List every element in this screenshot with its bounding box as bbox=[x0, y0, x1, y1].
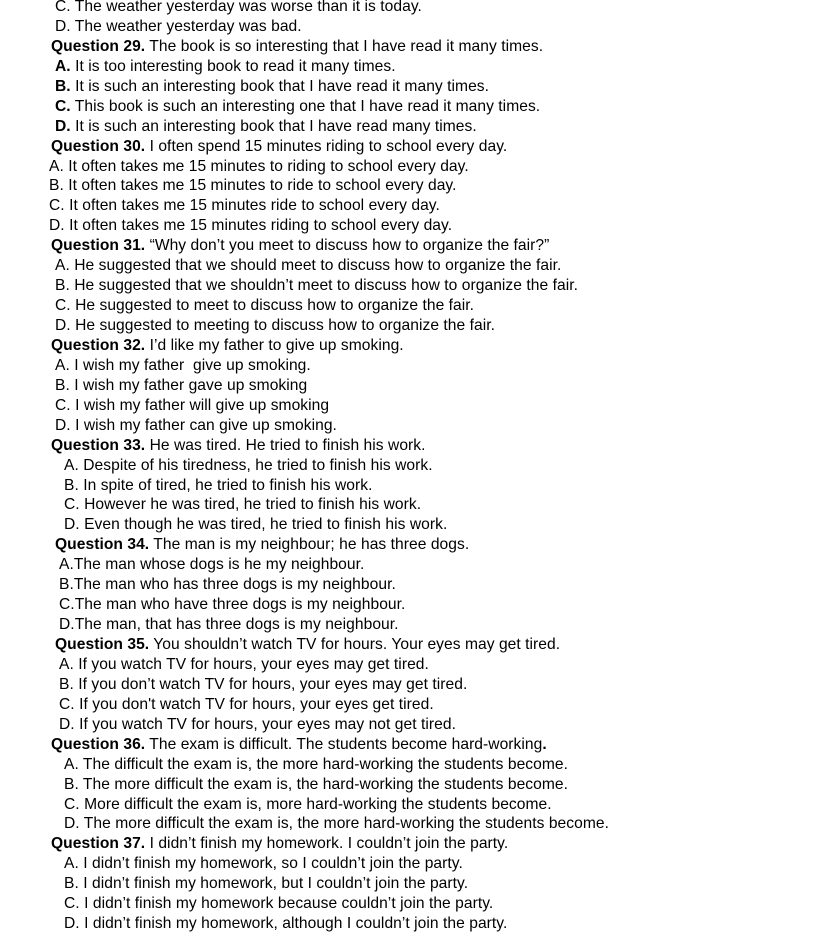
option-line: D. I didn’t finish my homework, although I couldn’t join the party. bbox=[64, 915, 508, 933]
option-line: A. He suggested that we should meet to discuss how to organize the fair. bbox=[55, 257, 562, 275]
option-line: A.The man whose dogs is he my neighbour. bbox=[59, 556, 365, 574]
question-33 bbox=[0, 436, 827, 456]
option-line: A. I wish my father give up smoking. bbox=[55, 356, 311, 374]
question-number: Question 32. bbox=[51, 336, 146, 354]
question-stem: The man is my neighbour; he has three dogs. bbox=[149, 536, 470, 554]
option-line: A. If you watch TV for hours, your eyes may get tired. bbox=[59, 655, 429, 673]
option-line: D. The weather yesterday was bad. bbox=[55, 17, 302, 35]
option-text: It is such an interesting book that I have read many times. bbox=[70, 117, 477, 135]
question-31 bbox=[0, 236, 827, 256]
option-text: It is too interesting book to read it many times. bbox=[70, 57, 396, 75]
option-letter: A. bbox=[55, 57, 71, 75]
option-line: D.The man, that has three dogs is my neighbour. bbox=[59, 616, 399, 634]
question-number: Question 29. bbox=[51, 37, 146, 55]
option-line: B. The more difficult the exam is, the hard-working the students become. bbox=[64, 775, 569, 793]
option-line: C. If you don't watch TV for hours, your eyes get tired. bbox=[59, 695, 434, 713]
option-line: D. I wish my father can give up smoking. bbox=[55, 416, 337, 434]
question-34 bbox=[0, 535, 827, 555]
option-line: A. It often takes me 15 minutes to riding to school every day. bbox=[49, 157, 469, 175]
option-line bbox=[0, 117, 827, 137]
option-line bbox=[0, 57, 827, 77]
option-line: D. It often takes me 15 minutes riding to school every day. bbox=[49, 217, 453, 235]
option-line bbox=[0, 97, 827, 117]
option-line: B. In spite of tired, he tried to finish his work. bbox=[64, 476, 373, 494]
question-36 bbox=[0, 735, 827, 755]
option-line: D. Even though he was tired, he tried to finish his work. bbox=[64, 516, 448, 534]
option-line: C. It often takes me 15 minutes ride to school every day. bbox=[49, 197, 440, 215]
question-stem: I’d like my father to give up smoking. bbox=[145, 336, 404, 354]
question-37 bbox=[0, 834, 827, 854]
question-number: Question 31. bbox=[51, 237, 146, 255]
option-line: C. I wish my father will give up smoking bbox=[55, 396, 330, 414]
option-line: D. He suggested to meeting to discuss how to organize the fair. bbox=[55, 317, 496, 334]
option-line: B. If you don’t watch TV for hours, your eyes may get tired. bbox=[59, 675, 468, 693]
option-text: This book is such an interesting one that I have read it many times. bbox=[70, 97, 541, 115]
question-number: Question 33. bbox=[51, 436, 146, 454]
option-letter: D. bbox=[55, 117, 71, 135]
option-line: A. The difficult the exam is, the more hard-working the students become. bbox=[64, 755, 569, 773]
question-number: Question 36. bbox=[51, 735, 146, 753]
option-line: C.The man who have three dogs is my neighbour. bbox=[59, 596, 406, 614]
option-line bbox=[0, 77, 827, 97]
option-line: B. He suggested that we shouldn’t meet to discuss how to organize the fair. bbox=[55, 277, 578, 295]
option-line: B. I didn’t finish my homework, but I couldn’t join the party. bbox=[64, 875, 469, 893]
question-29 bbox=[0, 37, 827, 57]
question-stem: I often spend 15 minutes riding to school every day. bbox=[145, 137, 508, 155]
question-stem: He was tired. He tried to finish his work. bbox=[145, 436, 426, 454]
option-line: B. I wish my father gave up smoking bbox=[55, 376, 308, 394]
option-line: A. Despite of his tiredness, he tried to finish his work. bbox=[64, 456, 433, 474]
option-line: C. The weather yesterday was worse than it is today. bbox=[55, 0, 422, 15]
question-stem: The exam is difficult. The students become hard-working bbox=[145, 735, 543, 753]
question-number: Question 37. bbox=[51, 835, 146, 853]
question-number: Question 30. bbox=[51, 137, 146, 155]
question-stem: The book is so interesting that I have read it many times. bbox=[145, 37, 544, 55]
option-line: D. If you watch TV for hours, your eyes may not get tired. bbox=[59, 715, 456, 733]
option-line: D. The more difficult the exam is, the more hard-working the students become. bbox=[64, 815, 609, 833]
question-number: Question 35. bbox=[55, 636, 150, 653]
question-stem: “Why don’t you meet to discuss how to organize the fair?” bbox=[145, 237, 550, 255]
question-stem: You shouldn’t watch TV for hours. Your eyes may get tired. bbox=[149, 636, 561, 653]
option-line: B.The man who has three dogs is my neighbour. bbox=[59, 576, 396, 594]
option-line: C. More difficult the exam is, more hard-working the students become. bbox=[64, 795, 552, 813]
option-line: C. He suggested to meet to discuss how to organize the fair. bbox=[55, 297, 475, 315]
question-30 bbox=[0, 137, 827, 157]
question-32 bbox=[0, 336, 827, 356]
option-line: C. However he was tired, he tried to finish his work. bbox=[64, 496, 422, 514]
option-letter: C. bbox=[55, 97, 71, 115]
question-35 bbox=[0, 635, 827, 655]
option-line: A. I didn’t finish my homework, so I couldn’t join the party. bbox=[64, 855, 463, 873]
question-number: Question 34. bbox=[55, 536, 150, 554]
question-stem: I didn’t finish my homework. I couldn’t join the party. bbox=[145, 835, 509, 853]
question-stem-period: . bbox=[542, 735, 547, 753]
option-line: C. I didn’t finish my homework because couldn’t join the party. bbox=[64, 895, 494, 913]
option-letter: B. bbox=[55, 77, 71, 95]
option-text: It is such an interesting book that I have read it many times. bbox=[70, 77, 490, 95]
option-line: B. It often takes me 15 minutes to ride to school every day. bbox=[49, 177, 457, 195]
